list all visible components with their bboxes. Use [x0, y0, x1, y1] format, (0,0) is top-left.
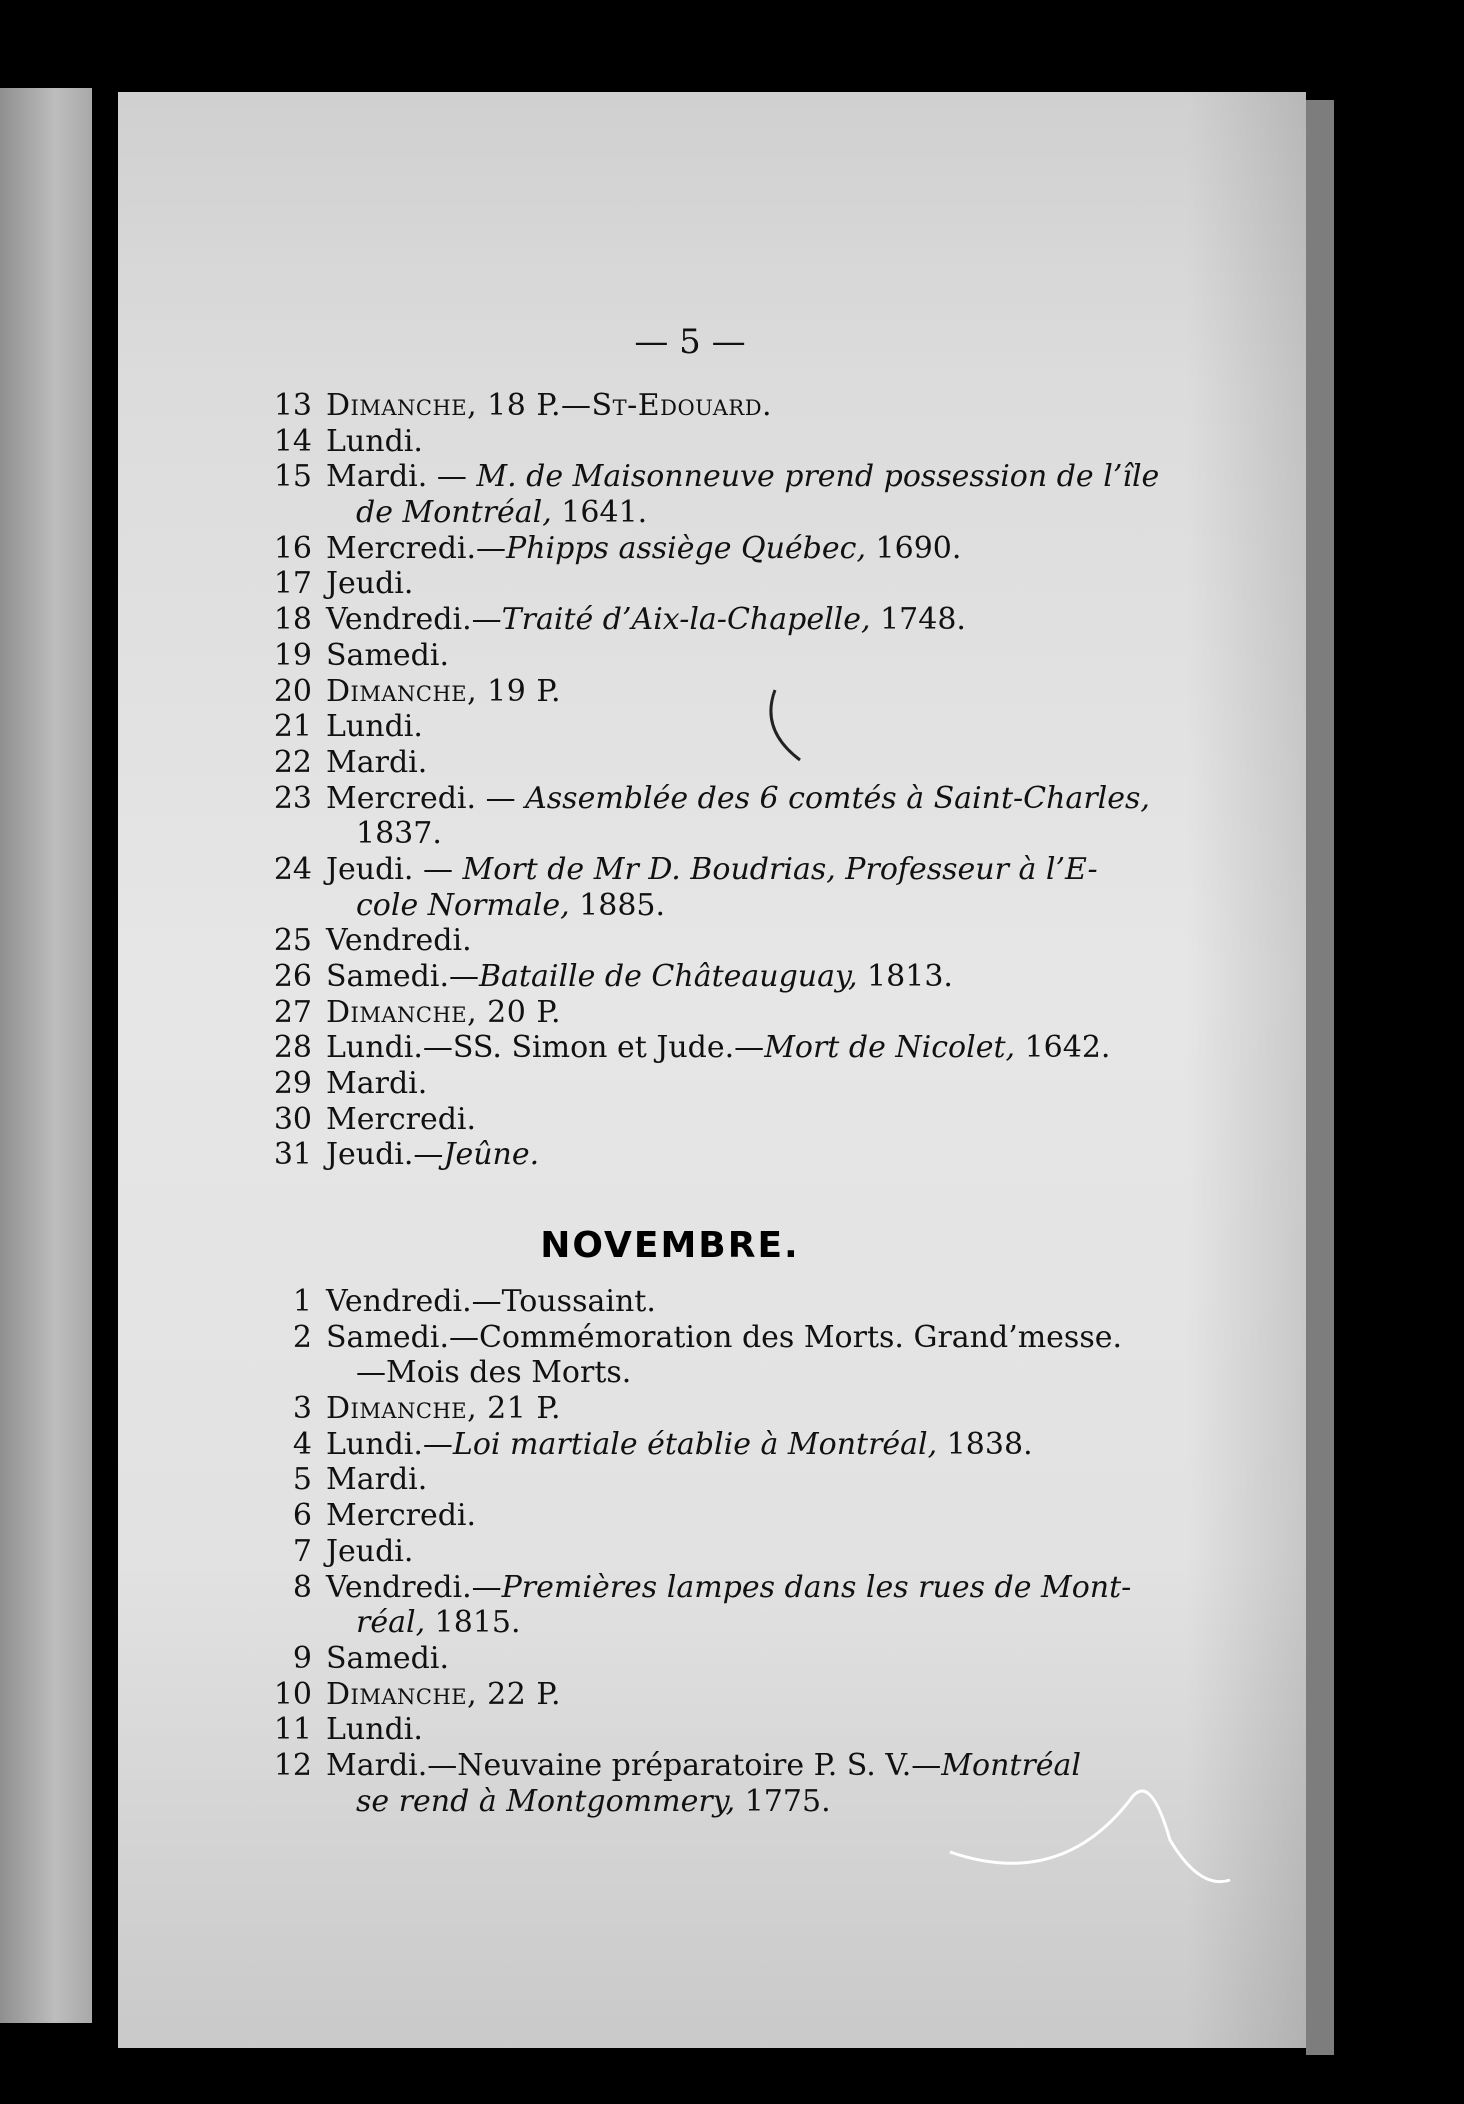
- entry-text: [326, 1320, 1122, 1355]
- calendar-entry: [270, 995, 1150, 1031]
- entry-italic: de Montréal,: [356, 495, 552, 531]
- day-number: 5: [292, 1462, 312, 1498]
- entry-main: Lundi.: [326, 709, 423, 745]
- calendar-entry: [270, 852, 1150, 888]
- entry-text: [326, 1462, 427, 1497]
- entry-text: [326, 531, 961, 566]
- calendar-entry: [270, 388, 1150, 424]
- day-number: 1: [292, 1284, 312, 1319]
- entry-year: 1748.: [870, 602, 966, 638]
- day-number: 20: [273, 673, 312, 709]
- entry-italic: cole Normale,: [356, 887, 570, 923]
- entry-italic: Mort de Mr D. Boudrias, Professeur à l’E-: [462, 851, 1098, 887]
- entry-main: Samedi.: [326, 637, 449, 673]
- day-number: 28: [273, 1030, 312, 1066]
- day-number: 9: [292, 1640, 312, 1676]
- entry-main: Lundi.: [326, 423, 423, 459]
- entry-text: [326, 1498, 476, 1533]
- day-number: 26: [273, 959, 312, 994]
- day-number: 13: [273, 388, 312, 423]
- day-number: 17: [273, 566, 312, 602]
- entry-year: 1885.: [569, 887, 666, 923]
- entry-main: Lundi.: [326, 1712, 423, 1748]
- day-number: 30: [273, 1101, 312, 1137]
- entry-main: Vendredi.—Toussaint.: [326, 1284, 656, 1319]
- entry-year: 1775.: [735, 1783, 831, 1819]
- calendar-entry: [270, 923, 1150, 959]
- entry-main: Samedi.: [326, 1640, 449, 1676]
- day-number: 23: [273, 780, 312, 816]
- entry-italic: se rend à Montgommery,: [356, 1783, 736, 1819]
- entry-main: Mardi.—Neuvaine préparatoire P. S. V.—: [326, 1747, 942, 1783]
- entry-continuation: [270, 1784, 1150, 1820]
- calendar-entry: [270, 602, 1150, 638]
- entry-year: 1690.: [865, 530, 962, 566]
- entry-text: [326, 959, 953, 994]
- calendar-entry: [270, 424, 1150, 460]
- entry-italic: M. de Maisonneuve prend possession de l’île: [476, 459, 1160, 495]
- day-number: 31: [273, 1137, 312, 1173]
- entry-text: [326, 852, 1098, 887]
- day-number: 2: [292, 1319, 312, 1355]
- calendar-entry: [270, 566, 1150, 602]
- calendar-entry: [270, 1391, 1150, 1427]
- calendar-entry: [270, 459, 1160, 495]
- entry-text: [326, 1570, 1131, 1605]
- entry-text: [326, 1641, 449, 1676]
- entry-italic: réal,: [356, 1605, 426, 1641]
- day-number: 7: [292, 1533, 312, 1569]
- entry-year: 1642.: [1015, 1030, 1111, 1066]
- entry-text: [326, 638, 449, 673]
- page-shadow-edge: [1306, 100, 1334, 2055]
- entry-text: [326, 1748, 1081, 1783]
- entry-main: Mercredi.—: [326, 530, 507, 566]
- calendar-entry: [270, 1102, 1150, 1138]
- month-heading-novembre: NOVEMBRE.: [540, 1225, 800, 1266]
- day-number: 10: [273, 1676, 312, 1712]
- calendar-entry: [270, 1748, 1150, 1784]
- entry-text: [326, 1102, 476, 1137]
- entry-main: Mardi.: [326, 744, 428, 780]
- november-entries: [270, 1284, 1150, 1819]
- day-number: 11: [273, 1712, 312, 1748]
- calendar-entry: [270, 1066, 1150, 1102]
- entry-main: Mercredi.: [326, 1101, 477, 1137]
- day-number: 12: [273, 1747, 312, 1783]
- entry-text: [326, 459, 1159, 494]
- adjacent-page-edge: [0, 88, 92, 2023]
- entry-italic: Mort de Nicolet,: [764, 1030, 1016, 1066]
- day-number: 27: [273, 994, 312, 1030]
- entry-text: [326, 1427, 1033, 1462]
- entry-main: Dimanche, 18 P.—St-Edouard.: [326, 388, 773, 423]
- day-number: 8: [292, 1569, 312, 1605]
- day-number: 22: [273, 744, 312, 780]
- entry-year: —Mois des Morts.: [356, 1355, 632, 1391]
- entry-text: [326, 388, 772, 423]
- day-number: 21: [273, 709, 312, 745]
- day-number: 4: [292, 1426, 312, 1462]
- entry-text: [326, 602, 966, 637]
- calendar-entry: [270, 1462, 1150, 1498]
- entry-continuation: [270, 1605, 1150, 1641]
- entry-text: [326, 424, 423, 459]
- entry-main: Dimanche, 22 P.: [326, 1676, 562, 1712]
- calendar-entry: [270, 1137, 1150, 1173]
- calendar-entry: [270, 709, 1150, 745]
- entry-main: Dimanche, 20 P.: [326, 994, 562, 1030]
- entry-text: [326, 1066, 427, 1101]
- entry-main: Jeudi. —: [326, 851, 463, 887]
- day-number: 29: [273, 1066, 312, 1102]
- entry-text: [326, 1030, 1110, 1065]
- entry-text: [326, 1534, 413, 1569]
- calendar-entry: [270, 1570, 1150, 1606]
- calendar-entry: [270, 1677, 1150, 1713]
- entry-main: Mercredi.: [326, 1498, 477, 1534]
- entry-text: [326, 1284, 656, 1319]
- calendar-entry: [270, 1641, 1150, 1677]
- entry-year: 1837.: [356, 816, 442, 852]
- calendar-entry: [270, 1712, 1150, 1748]
- calendar-entry: [270, 638, 1150, 674]
- entry-text: [326, 781, 1150, 816]
- day-number: 14: [273, 423, 312, 459]
- day-number: 18: [273, 602, 312, 638]
- entry-italic: Premières lampes dans les rues de Mont-: [501, 1569, 1132, 1605]
- day-number: 19: [273, 637, 312, 673]
- entry-continuation: [270, 888, 1150, 924]
- entry-text: [326, 1712, 423, 1747]
- entry-text: [326, 566, 413, 601]
- entry-text: [326, 995, 561, 1030]
- day-number: 24: [273, 851, 312, 887]
- entry-main: Lundi.—: [326, 1426, 453, 1462]
- entry-text: [326, 745, 427, 780]
- entry-main: Mardi.: [326, 1462, 428, 1498]
- entry-main: Jeudi.: [326, 566, 414, 602]
- entry-continuation: [270, 1355, 1150, 1391]
- calendar-entry: [270, 674, 1150, 710]
- day-number: 25: [273, 923, 312, 959]
- calendar-entry: [270, 1284, 1150, 1320]
- entry-main: Vendredi.: [326, 923, 472, 959]
- entry-main: Mercredi. —: [326, 780, 526, 816]
- entry-continuation: [270, 816, 1150, 852]
- entry-text: [326, 1677, 561, 1712]
- entry-italic: Loi martiale établie à Montréal,: [452, 1426, 938, 1462]
- day-number: 3: [292, 1391, 312, 1427]
- entry-year: 1641.: [551, 495, 648, 531]
- entry-year: 1838.: [937, 1426, 1033, 1462]
- entry-italic: Traité d’Aix-la-Chapelle,: [501, 602, 871, 638]
- day-number: 15: [273, 459, 312, 495]
- entry-main: Mardi.: [326, 1066, 428, 1102]
- calendar-entry: [270, 745, 1150, 781]
- calendar-entry: [270, 1320, 1150, 1356]
- entry-italic: Assemblée des 6 comtés à Saint-Charles,: [525, 780, 1150, 816]
- entry-main: Vendredi.—: [326, 602, 502, 638]
- calendar-entry: [270, 1030, 1150, 1066]
- entry-main: Jeudi.—: [326, 1137, 444, 1173]
- page-number: — 5 —: [634, 322, 746, 362]
- entry-italic: Bataille de Châteauguay,: [478, 959, 858, 994]
- day-number: 16: [273, 530, 312, 566]
- day-number: 6: [292, 1498, 312, 1534]
- entry-text: [326, 1391, 561, 1426]
- entry-year: 1813.: [857, 959, 953, 994]
- entry-main: Samedi.—: [326, 959, 479, 994]
- entry-continuation: [270, 495, 1150, 531]
- entry-main: Jeudi.: [326, 1533, 414, 1569]
- calendar-entry: [270, 1534, 1150, 1570]
- entry-text: [326, 709, 423, 744]
- october-entries: [270, 388, 1160, 1173]
- calendar-entry: [270, 959, 1150, 995]
- entry-text: [326, 1137, 539, 1172]
- entry-main: Vendredi.—: [326, 1569, 502, 1605]
- entry-main: Mardi. —: [326, 459, 477, 495]
- entry-main: Samedi.—Commémoration des Morts. Grand’messe.: [326, 1319, 1123, 1355]
- entry-main: Dimanche, 21 P.: [326, 1391, 562, 1427]
- calendar-entry: [270, 531, 1150, 567]
- entry-text: [326, 923, 472, 958]
- entry-italic: Montréal: [941, 1747, 1082, 1783]
- entry-italic: Jeûne.: [443, 1137, 540, 1173]
- entry-year: 1815.: [425, 1605, 521, 1641]
- calendar-entry: [270, 1427, 1150, 1463]
- entry-main: Dimanche, 19 P.: [326, 673, 562, 709]
- calendar-entry: [270, 781, 1150, 817]
- calendar-entry: [270, 1498, 1150, 1534]
- entry-text: [326, 674, 561, 709]
- entry-italic: Phipps assiège Québec,: [506, 530, 866, 566]
- entry-main: Lundi.—SS. Simon et Jude.—: [326, 1030, 765, 1066]
